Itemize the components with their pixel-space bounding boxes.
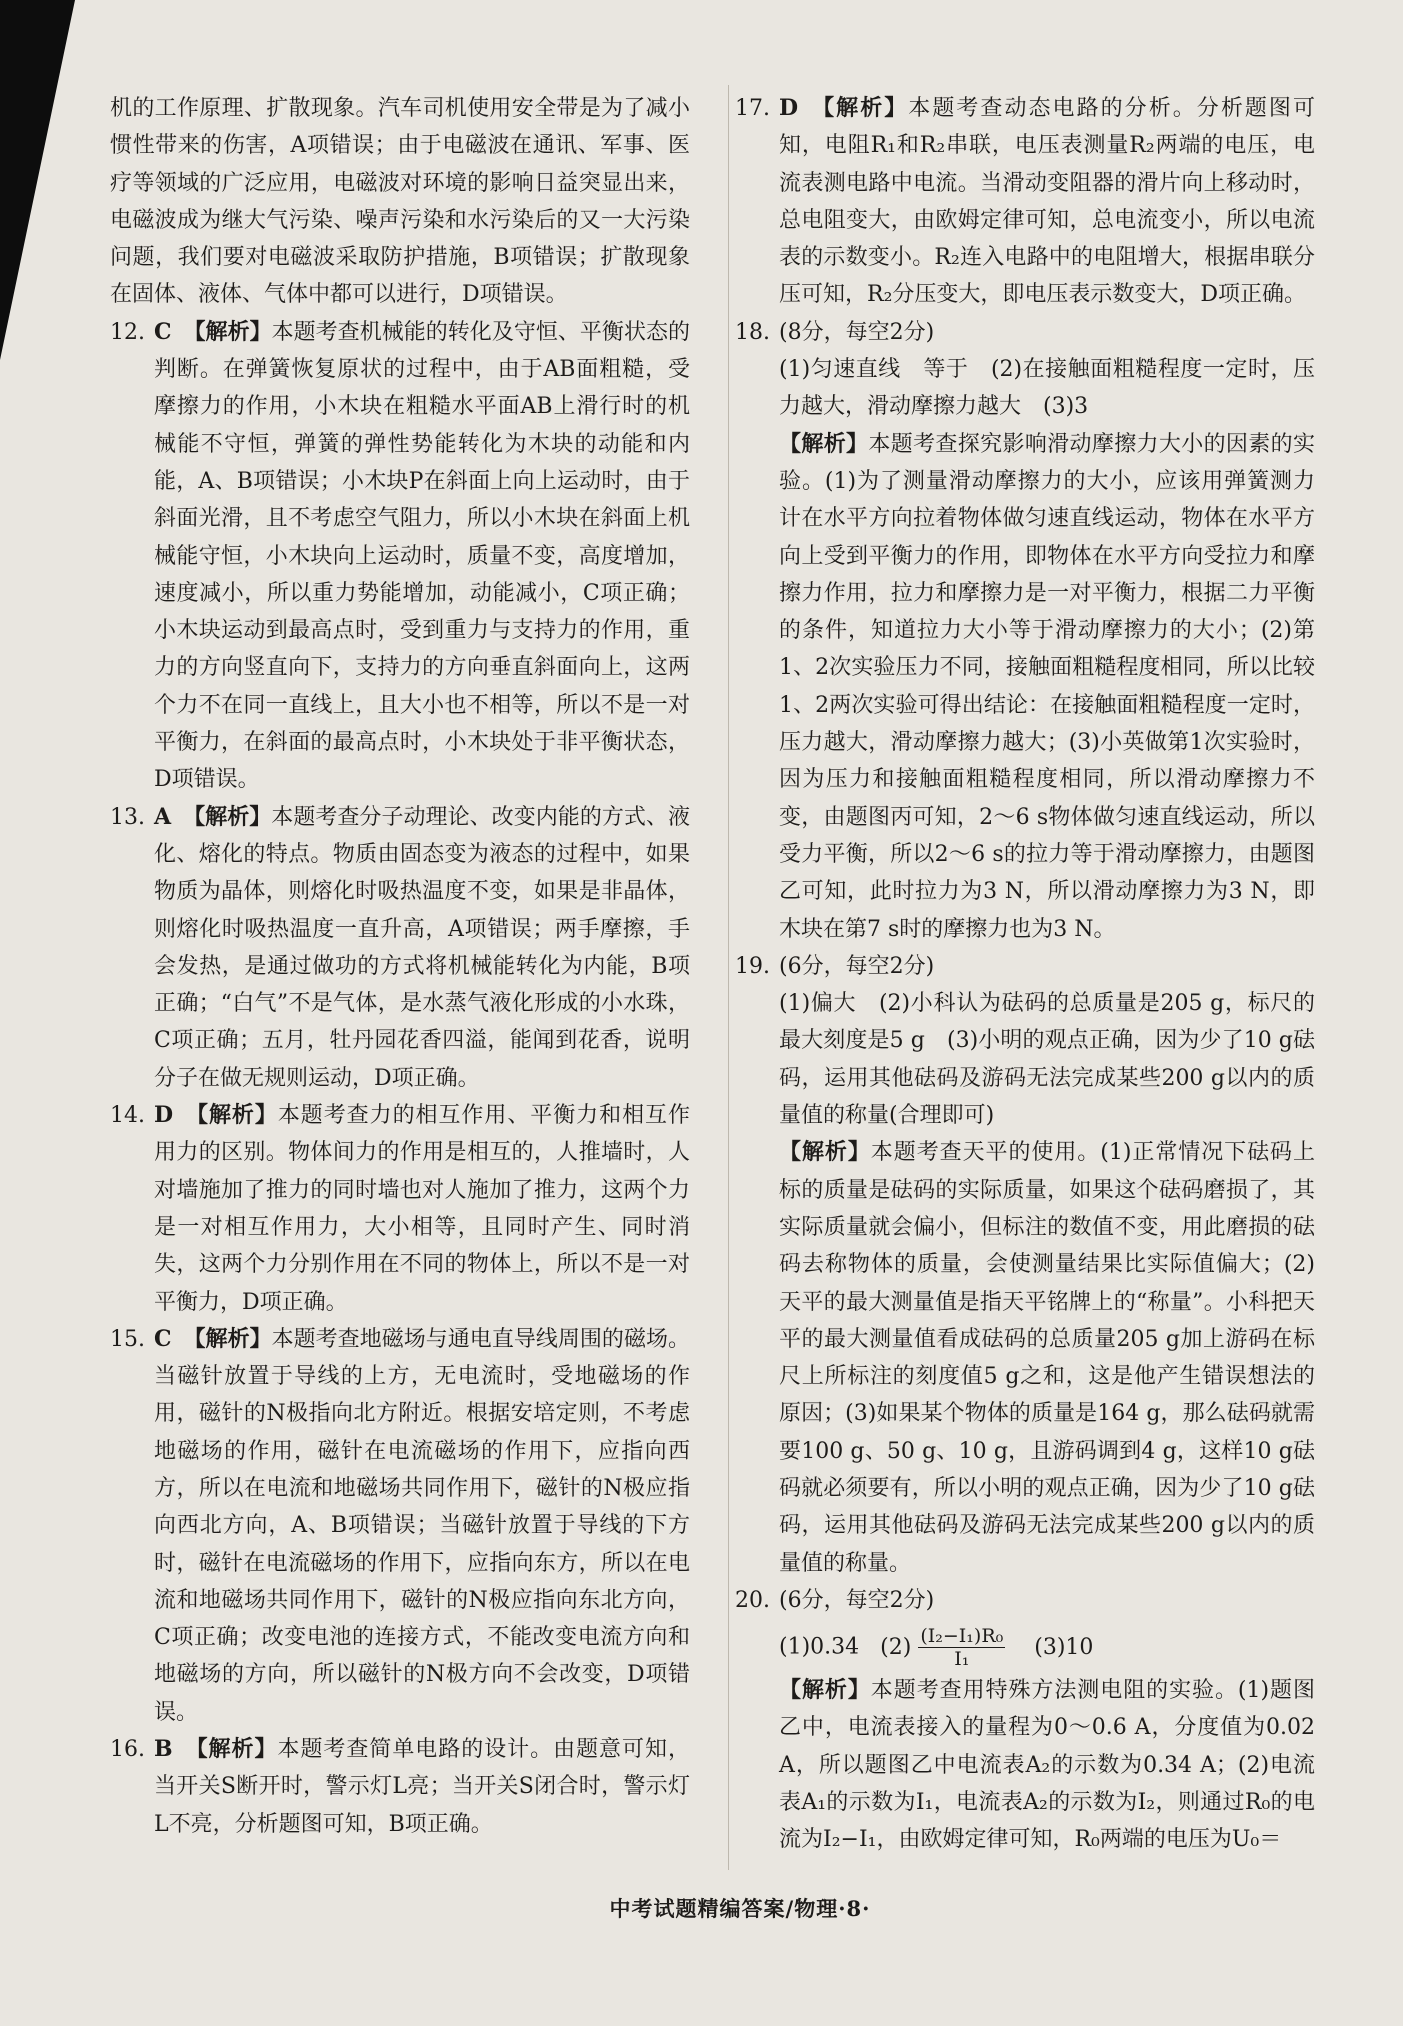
analysis-text: 本题考查力的相互作用、平衡力和相互作用力的区别。物体间力的作用是相互的，人推墙时，人对墙施加了推力的同时墙也对人施加了推力，这两个力是一对相互作用力，大小相等，且同时产生、同时消失，这两个力分别作用在不同的物体上，所以不是一对平衡力，D项正确。 <box>154 1103 690 1315</box>
analysis-text: 本题考查动态电路的分析。分析题图可知，电阻R₁和R₂串联，电压表测量R₂两端的电压，电流表测电路中电流。当滑动变阻器的滑片向上移动时，总电阻变大，由欧姆定律可知，总电流变小，所以电流表的示数变小。R₂连入电路中的电阻增大，根据串联分压可知，R₂分压变大，即电压表示数变大，D项正确。 <box>779 96 1315 308</box>
answer-item-20 <box>735 1582 1315 1859</box>
answer-item-18 <box>735 314 1315 948</box>
analysis-text: 本题考查分子动理论、改变内能的方式、液化、熔化的特点。物质由固态变为液态的过程中，如果物质为晶体，则熔化时吸热温度不变，如果是非晶体，则熔化时吸热温度一直升高，A项错误；两手摩擦，手会发热，是通过做功的方式将机械能转化为内能，B项正确；“白气”不是气体，是水蒸气液化形成的小水珠，C项正确；五月，牡丹园花香四溢，能闻到花香，说明分子在做无规则运动，D项正确。 <box>154 804 690 1091</box>
fraction <box>918 1625 1005 1670</box>
continued-paragraph: 机的工作原理、扩散现象。汽车司机使用安全带是为了减小惯性带来的伤害，A项错误；由于电磁波在通讯、军事、医疗等领域的广泛应用，电磁波对环境的影响日益突显出来，电磁波成为继大气污染、噪声污染和水污染后的又一大污染问题，我们要对电磁波采取防护措施，B项错误；扩散现象在固体、液体、气体中都可以进行，D项错误。 <box>110 96 690 308</box>
analysis-tag: 【解析】 <box>185 1102 278 1129</box>
right-column <box>735 90 1315 1859</box>
answer-choice: C <box>154 318 172 345</box>
item-number: 15. <box>110 1326 145 1352</box>
item-number: 12. <box>110 319 145 345</box>
analysis-text: 本题考查天平的使用。(1)正常情况下砝码上标的质量是砝码的实际质量，如果这个砝码磨损了，其实际质量就会偏小，但标注的数值不变，用此磨损的砝码去称物体的质量，会使测量结果比实际值偏大；(2)天平的最大测量值是指天平铭牌上的“称量”。小科把天平的最大测量值看成砝码的总质量205 g加上游码在标尺上所标注的刻度值5 g之和，这是他产生错误想法的原因；(3)如果某个物体的质量是164 g，那么砝码就需要100 g、50 g、10 g，且游码调到4 g，这样10 g砝码就必须要有，所以小明的观点正确，因为少了10 g砝码，运用其他砝码及游码无法完成某些200 g以内的质量值的称量。 <box>779 1140 1315 1576</box>
item-number: 20. <box>735 1587 770 1613</box>
answer-item-16 <box>110 1731 690 1843</box>
analysis-text: 本题考查用特殊方法测电阻的实验。(1)题图乙中，电流表接入的量程为0～0.6 A，分度值为0.02 A，所以题图乙中电流表A₂的示数为0.34 A；(2)电流表A₁的示数为I₁，电流表A₂的示数为I₂，则通过R₀的电流为I₂−I₁，由欧姆定律可知，R₀两端的电压为U₀＝ <box>779 1678 1315 1853</box>
analysis-tag: 【解析】 <box>184 1736 278 1763</box>
answer-line: (1)匀速直线 等于 (2)在接触面粗糙程度一定时，压力越大，滑动摩擦力越大 (3)3 <box>779 357 1315 420</box>
analysis-text: 本题考查地磁场与通电直导线周围的磁场。当磁针放置于导线的上方，无电流时，受地磁场的作用，磁针的N极指向北方附近。根据安培定则，不考虑地磁场的作用，磁针在电流磁场的作用下，应指向西方，所以在电流和地磁场共同作用下，磁针的N极应指向西北方向，A、B项错误；当磁针放置于导线的下方时，磁针在电流磁场的作用下，应指向东方，所以在电流和地磁场共同作用下，磁针的N极应指向东北方向，C项正确；改变电池的连接方式，不能改变电流方向和地磁场的方向，所以磁针的N极方向不会改变，D项错误。 <box>154 1326 690 1725</box>
answer-1: (1)0.34 <box>779 1634 860 1660</box>
answer-choice: A <box>154 803 172 830</box>
score-note: (6分，每空2分) <box>779 1587 935 1613</box>
answer-item-12 <box>110 314 690 799</box>
item-number: 17. <box>735 96 770 121</box>
answer-2-prefix: (2) <box>880 1634 912 1660</box>
item-number: 13. <box>110 804 145 830</box>
scan-shadow <box>0 0 75 360</box>
answer-choice: D <box>154 1102 174 1129</box>
fraction-denominator: I₁ <box>954 1648 970 1671</box>
answer-line <box>779 1625 1315 1670</box>
answer-choice: B <box>154 1736 173 1763</box>
answer-choice: D <box>779 95 799 121</box>
analysis-tag: 【解析】 <box>183 1325 272 1352</box>
item-number: 18. <box>735 319 770 345</box>
analysis-tag: 【解析】 <box>810 95 909 121</box>
analysis-tag: 【解析】 <box>779 1139 871 1166</box>
item-number: 19. <box>735 953 770 979</box>
answer-item-13 <box>110 799 690 1097</box>
answer-3: (3)10 <box>1034 1634 1094 1660</box>
page-footer: 中考试题精编答案/物理·8· <box>609 1896 871 1921</box>
left-column <box>110 90 690 1843</box>
analysis-text: 本题考查简单电路的设计。由题意可知，当开关S断开时，警示灯L亮；当开关S闭合时，警示灯L不亮，分析题图可知，B项正确。 <box>154 1737 690 1837</box>
answer-line: (1)偏大 (2)小科认为砝码的总质量是205 g，标尺的最大刻度是5 g (3)小明的观点正确，因为少了10 g砝码，运用其他砝码及游码无法完成某些200 g以内的质量值的称量(合理即可) <box>779 991 1315 1129</box>
fraction-numerator: (I₂−I₁)R₀ <box>920 1625 1004 1648</box>
column-divider <box>728 85 729 1870</box>
answer-item-14 <box>110 1097 690 1321</box>
score-note: (8分，每空2分) <box>779 319 935 345</box>
analysis-tag: 【解析】 <box>779 1677 871 1704</box>
analysis-text: 本题考查机械能的转化及守恒、平衡状态的判断。在弹簧恢复原状的过程中，由于AB面粗糙，受摩擦力的作用，小木块在粗糙水平面AB上滑行时的机械能不守恒，弹簧的弹性势能转化为木块的动能和内能，A、B项错误；小木块P在斜面上向上运动时，由于斜面光滑，且不考虑空气阻力，所以小木块在斜面上机械能守恒，小木块向上运动时，质量不变，高度增加，速度减小，所以重力势能增加，动能减小，C项正确；小木块运动到最高点时，受到重力与支持力的作用，重力的方向竖直向下，支持力的方向垂直斜面向上，这两个力不在同一直线上，且大小也不相等，所以不是一对平衡力，在斜面的最高点时，小木块处于非平衡状态，D项错误。 <box>154 319 690 793</box>
item-number: 16. <box>110 1737 145 1763</box>
answer-choice: C <box>154 1325 172 1352</box>
analysis-text: 本题考查探究影响滑动摩擦力大小的因素的实验。(1)为了测量滑动摩擦力的大小，应该用弹簧测力计在水平方向拉着物体做匀速直线运动，物体在水平方向上受到平衡力的作用，即物体在水平方向受拉力和摩擦力作用，拉力和摩擦力是一对平衡力，根据二力平衡的条件，知道拉力大小等于滑动摩擦力的大小；(2)第1、2次实验压力不同，接触面粗糙程度相同，所以比较1、2两次实验可得出结论：在接触面粗糙程度一定时，压力越大，滑动摩擦力越大；(3)小英做第1次实验时，因为压力和接触面粗糙程度相同，所以滑动摩擦力不变，由题图丙可知，2～6 s物体做匀速直线运动，所以受力平衡，所以2～6 s的拉力等于滑动摩擦力，由题图乙可知，此时拉力为3 N，所以滑动摩擦力为3 N，即木块在第7 s时的摩擦力也为3 N。 <box>779 431 1315 942</box>
analysis-tag: 【解析】 <box>779 430 869 457</box>
item-number: 14. <box>110 1103 145 1129</box>
answer-item-17 <box>735 90 1315 314</box>
answer-item-15 <box>110 1321 690 1731</box>
answer-item-19 <box>735 948 1315 1582</box>
analysis-tag: 【解析】 <box>183 318 272 345</box>
analysis-tag: 【解析】 <box>183 803 272 830</box>
score-note: (6分，每空2分) <box>779 953 935 979</box>
